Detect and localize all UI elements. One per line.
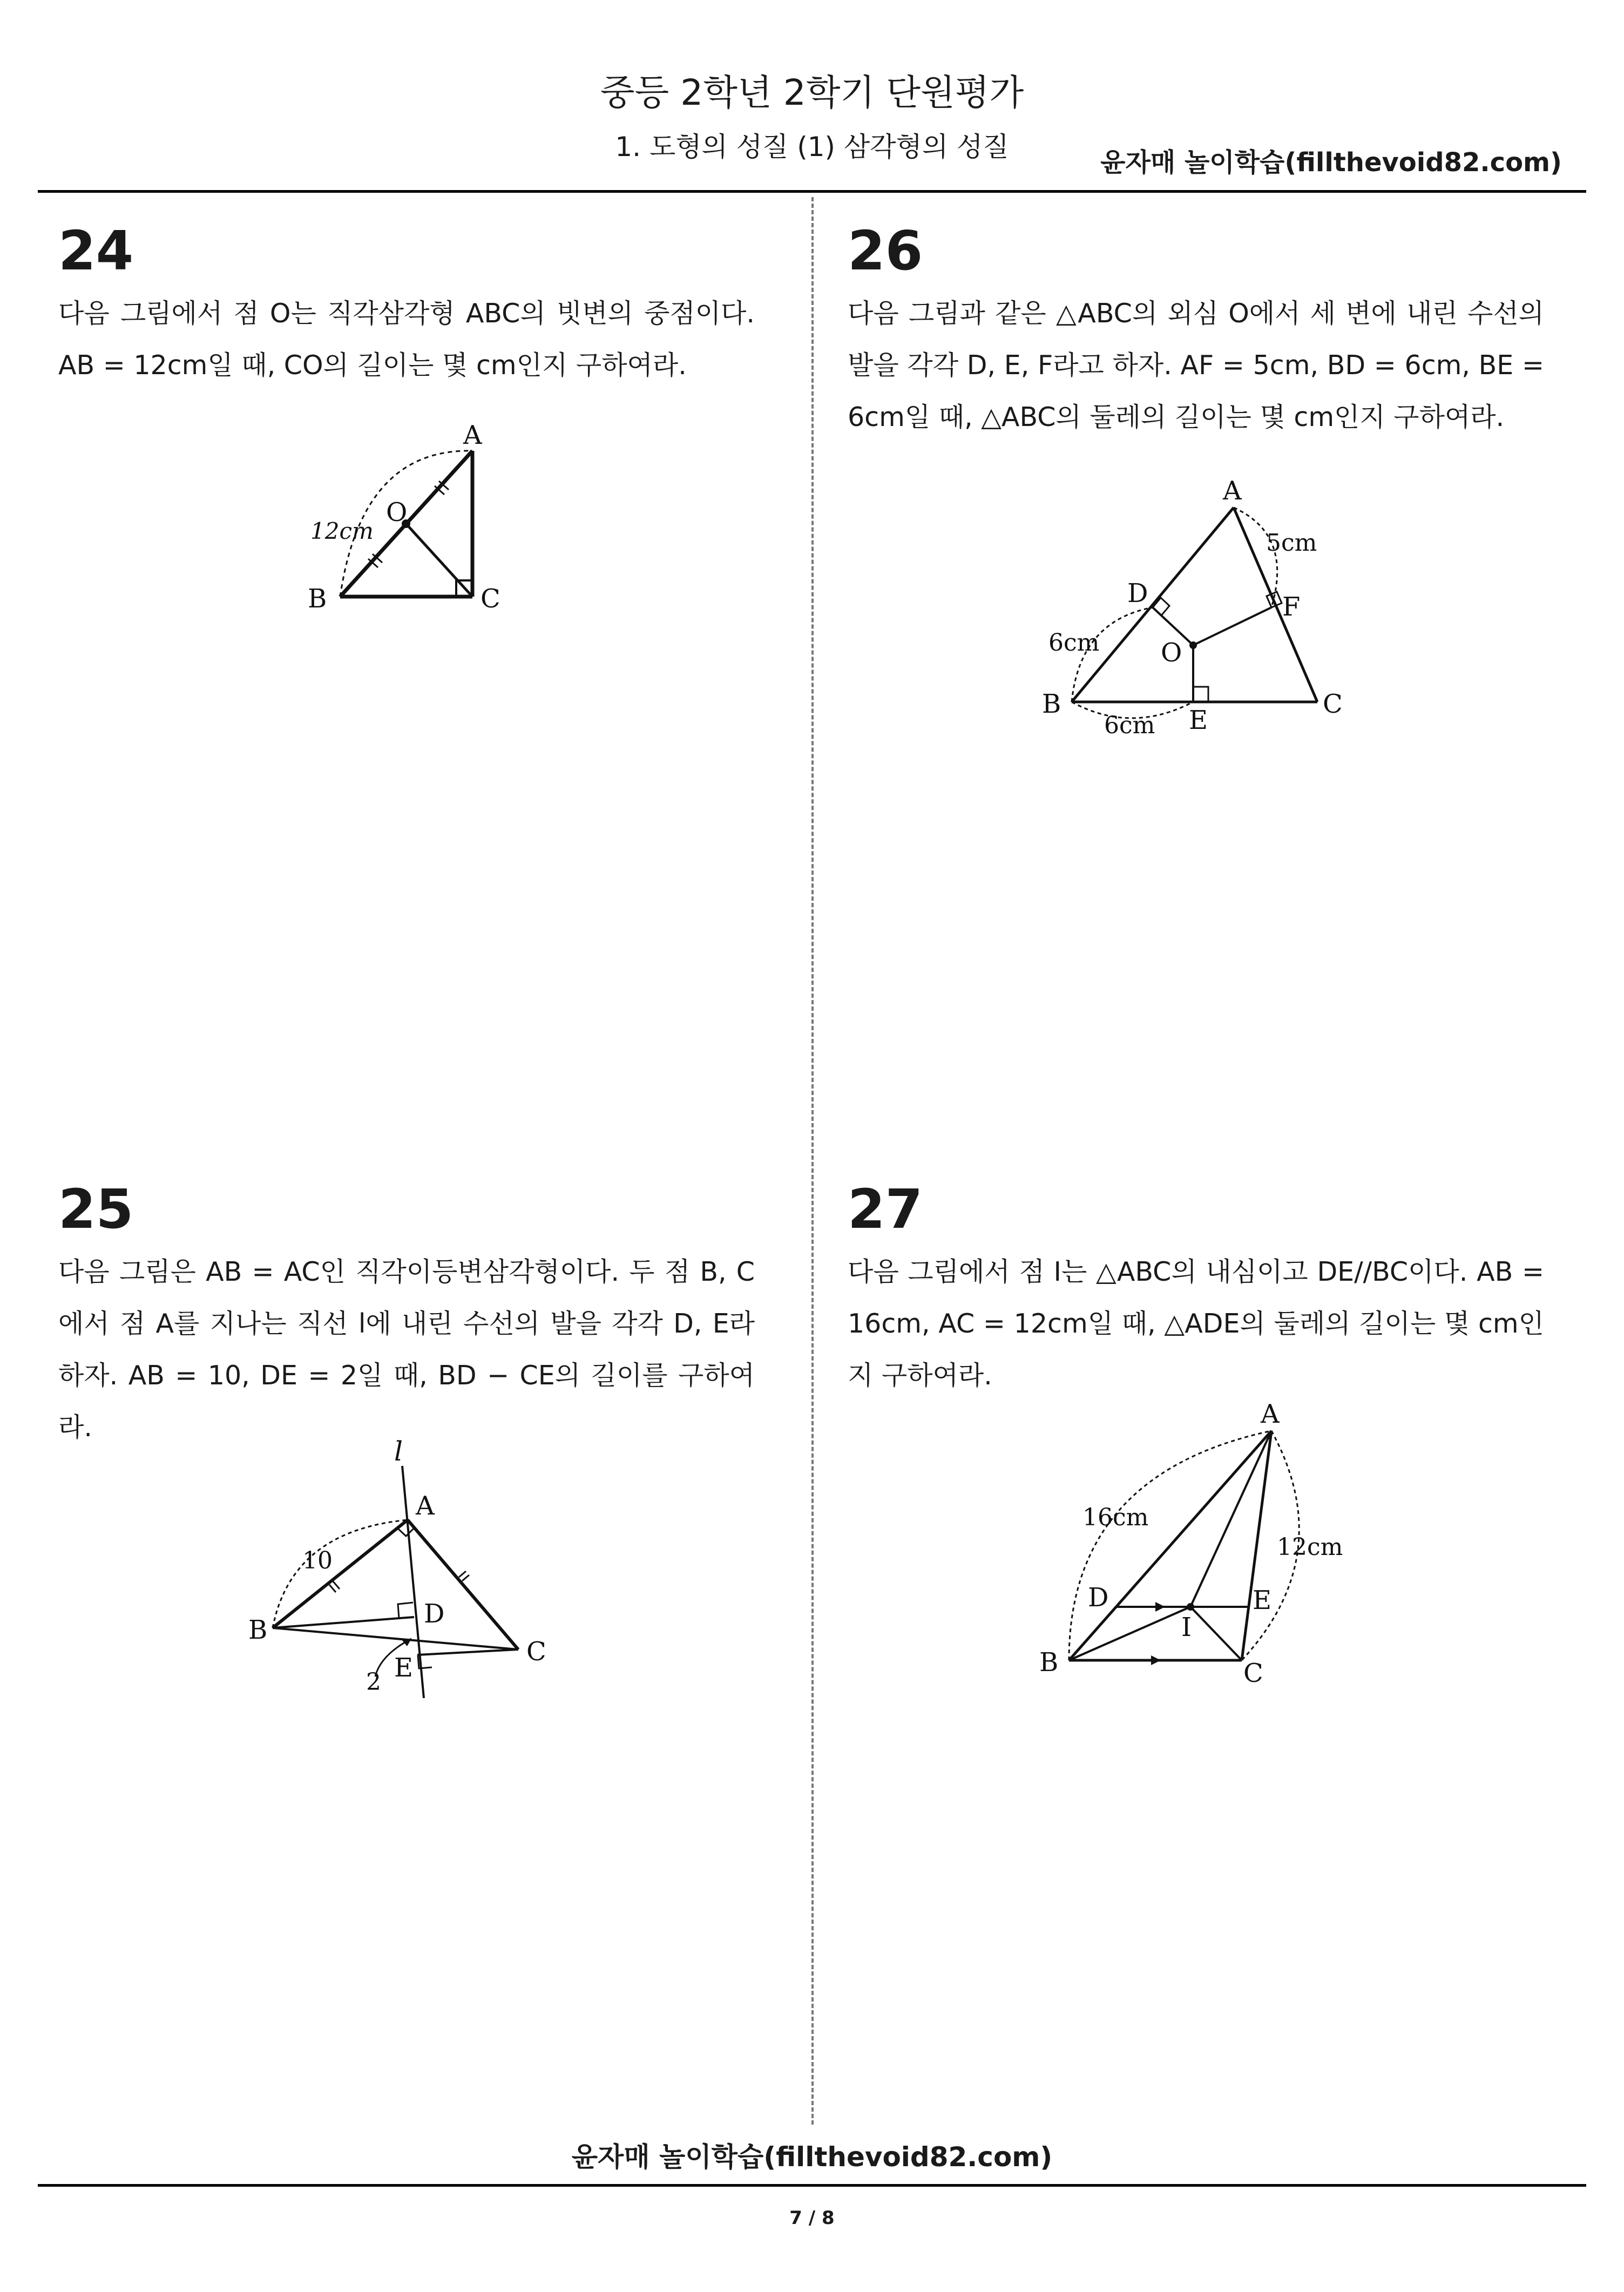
- label-b: B: [248, 1615, 268, 1645]
- figure-26: [1037, 475, 1361, 745]
- label-a: A: [1261, 1399, 1280, 1429]
- label-c: C: [1243, 1658, 1263, 1688]
- label-i: I: [1181, 1612, 1192, 1642]
- label-l: l: [394, 1436, 403, 1467]
- problem-text: 다음 그림에서 점 I는 △ABC의 내심이고 DE//BC이다. AB = 16cm, AC = 12cm일 때, △ADE의 둘레의 길이는 몇 cm인지 구하여라.: [848, 1256, 1544, 1391]
- label-ab: 16cm: [1082, 1504, 1149, 1531]
- label-e: E: [1253, 1585, 1272, 1615]
- figure-24: [292, 420, 529, 621]
- label-e: E: [394, 1653, 414, 1683]
- label-de: 2: [366, 1668, 381, 1696]
- label-d: D: [424, 1599, 445, 1629]
- label-ac: 12cm: [1277, 1533, 1343, 1561]
- label-a: A: [1223, 476, 1242, 506]
- label-b: B: [1042, 689, 1061, 719]
- label-ab: 10: [302, 1547, 333, 1574]
- label-o: O: [386, 497, 408, 528]
- footer-rule: [38, 2184, 1586, 2187]
- footer-brand: 윤자매 놀이학습(fillthevoid82.com): [571, 2141, 1053, 2173]
- problem-27: [848, 1178, 1544, 1402]
- problem-25: [58, 1178, 755, 1453]
- label-c: C: [1323, 689, 1343, 719]
- problem-number: 25: [58, 1178, 134, 1241]
- header-rule: [38, 190, 1586, 193]
- problem-text: 다음 그림은 AB = AC인 직각이등변삼각형이다. 두 점 B, C에서 점 A를 지나는 직선 l에 내린 수선의 발을 각각 D, E라 하자. AB = 10, DE = 2일 때, BD − CE의 길이를 구하여라.: [58, 1256, 755, 1443]
- header-brand: 윤자매 놀이학습(fillthevoid82.com): [1100, 147, 1562, 178]
- problem-24: [58, 219, 755, 391]
- problem-text: 다음 그림에서 점 O는 직각삼각형 ABC의 빗변의 중점이다. AB = 12cm일 때, CO의 길이는 몇 cm인지 구하여라.: [58, 298, 755, 381]
- figure-25: [238, 1436, 583, 1709]
- label-a: A: [416, 1491, 435, 1521]
- problem-26: [848, 219, 1544, 443]
- problem-number: 27: [848, 1178, 923, 1241]
- label-c: C: [526, 1637, 546, 1667]
- label-c: C: [481, 584, 500, 614]
- label-af: 5cm: [1266, 529, 1317, 557]
- label-b: B: [1039, 1647, 1059, 1678]
- figure-27: [1031, 1393, 1366, 1688]
- problem-number: 26: [848, 219, 923, 282]
- problem-text: 다음 그림과 같은 △ABC의 외심 O에서 세 변에 내린 수선의 발을 각각 D, E, F라고 하자. AF = 5cm, BD = 6cm, BE = 6cm일 때, △ABC의 둘레의 길이는 몇 cm인지 구하여라.: [848, 298, 1544, 432]
- label-bd: 6cm: [1048, 629, 1100, 657]
- label-o: O: [1161, 638, 1182, 668]
- label-d: D: [1088, 1583, 1109, 1613]
- label-f: F: [1282, 592, 1301, 622]
- label-length: 12cm: [310, 518, 374, 544]
- page-number: 7 / 8: [789, 2207, 835, 2229]
- page-title: 중등 2학년 2학기 단원평가: [600, 72, 1024, 113]
- label-b: B: [308, 584, 327, 614]
- column-divider: [811, 197, 814, 2125]
- label-d: D: [1127, 578, 1148, 609]
- label-a: A: [463, 420, 482, 450]
- label-be: 6cm: [1104, 712, 1155, 739]
- page-subtitle: 1. 도형의 성질 (1) 삼각형의 성질: [615, 131, 1009, 163]
- problem-number: 24: [58, 219, 134, 282]
- label-e: E: [1189, 705, 1208, 735]
